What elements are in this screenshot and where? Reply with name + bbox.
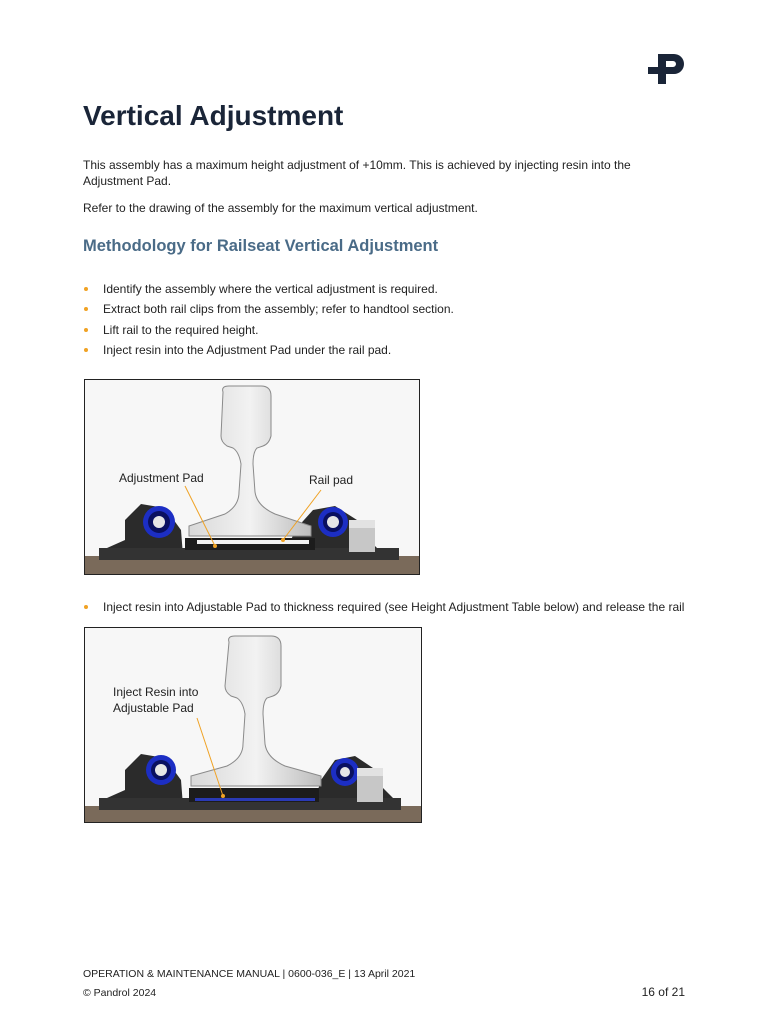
list-item: Extract both rail clips from the assembly; refer to handtool section.	[83, 299, 454, 319]
page-title: Vertical Adjustment	[83, 100, 344, 131]
methodology-list	[83, 279, 454, 360]
page-number: 16 of 21	[641, 985, 685, 999]
bullet-icon	[84, 348, 88, 352]
bullet-icon	[84, 307, 88, 311]
bullet-icon	[84, 328, 88, 332]
refer-paragraph: Refer to the drawing of the assembly for the maximum vertical adjustment.	[83, 201, 478, 215]
list-item: Identify the assembly where the vertical adjustment is required.	[83, 279, 454, 299]
rail-pad-label: Rail pad	[309, 473, 354, 487]
methodology-heading: Methodology for Railseat Vertical Adjustment	[83, 237, 439, 255]
rail-assembly-illustration	[85, 628, 421, 822]
list-item: Inject resin into the Adjustment Pad under the rail pad.	[83, 340, 454, 360]
inject-resin-label-line1: Inject Resin into	[113, 685, 199, 699]
footer-copyright: © Pandrol 2024	[83, 987, 157, 999]
inject-resin-label-line2: Adjustable Pad	[113, 701, 194, 715]
assembly-figure-rail-pad	[84, 379, 420, 575]
rail-assembly-illustration	[85, 380, 419, 574]
bullet-icon	[84, 605, 88, 609]
bullet-icon	[84, 287, 88, 291]
list-item: Lift rail to the required height.	[83, 320, 454, 340]
footer-document-info: OPERATION & MAINTENANCE MANUAL | 0600-036_E | 13 April 2021	[83, 968, 416, 980]
list-item: Inject resin into Adjustable Pad to thickness required (see Height Adjustment Table below) and release the rail	[83, 597, 684, 617]
intro-paragraph: This assembly has a maximum height adjustment of +10mm. This is achieved by injecting resin into the Adjustment Pad.	[83, 158, 631, 188]
assembly-figure-inject-resin	[84, 627, 422, 823]
pandrol-logo-icon	[646, 52, 688, 86]
adjustment-pad-label: Adjustment Pad	[119, 471, 204, 485]
